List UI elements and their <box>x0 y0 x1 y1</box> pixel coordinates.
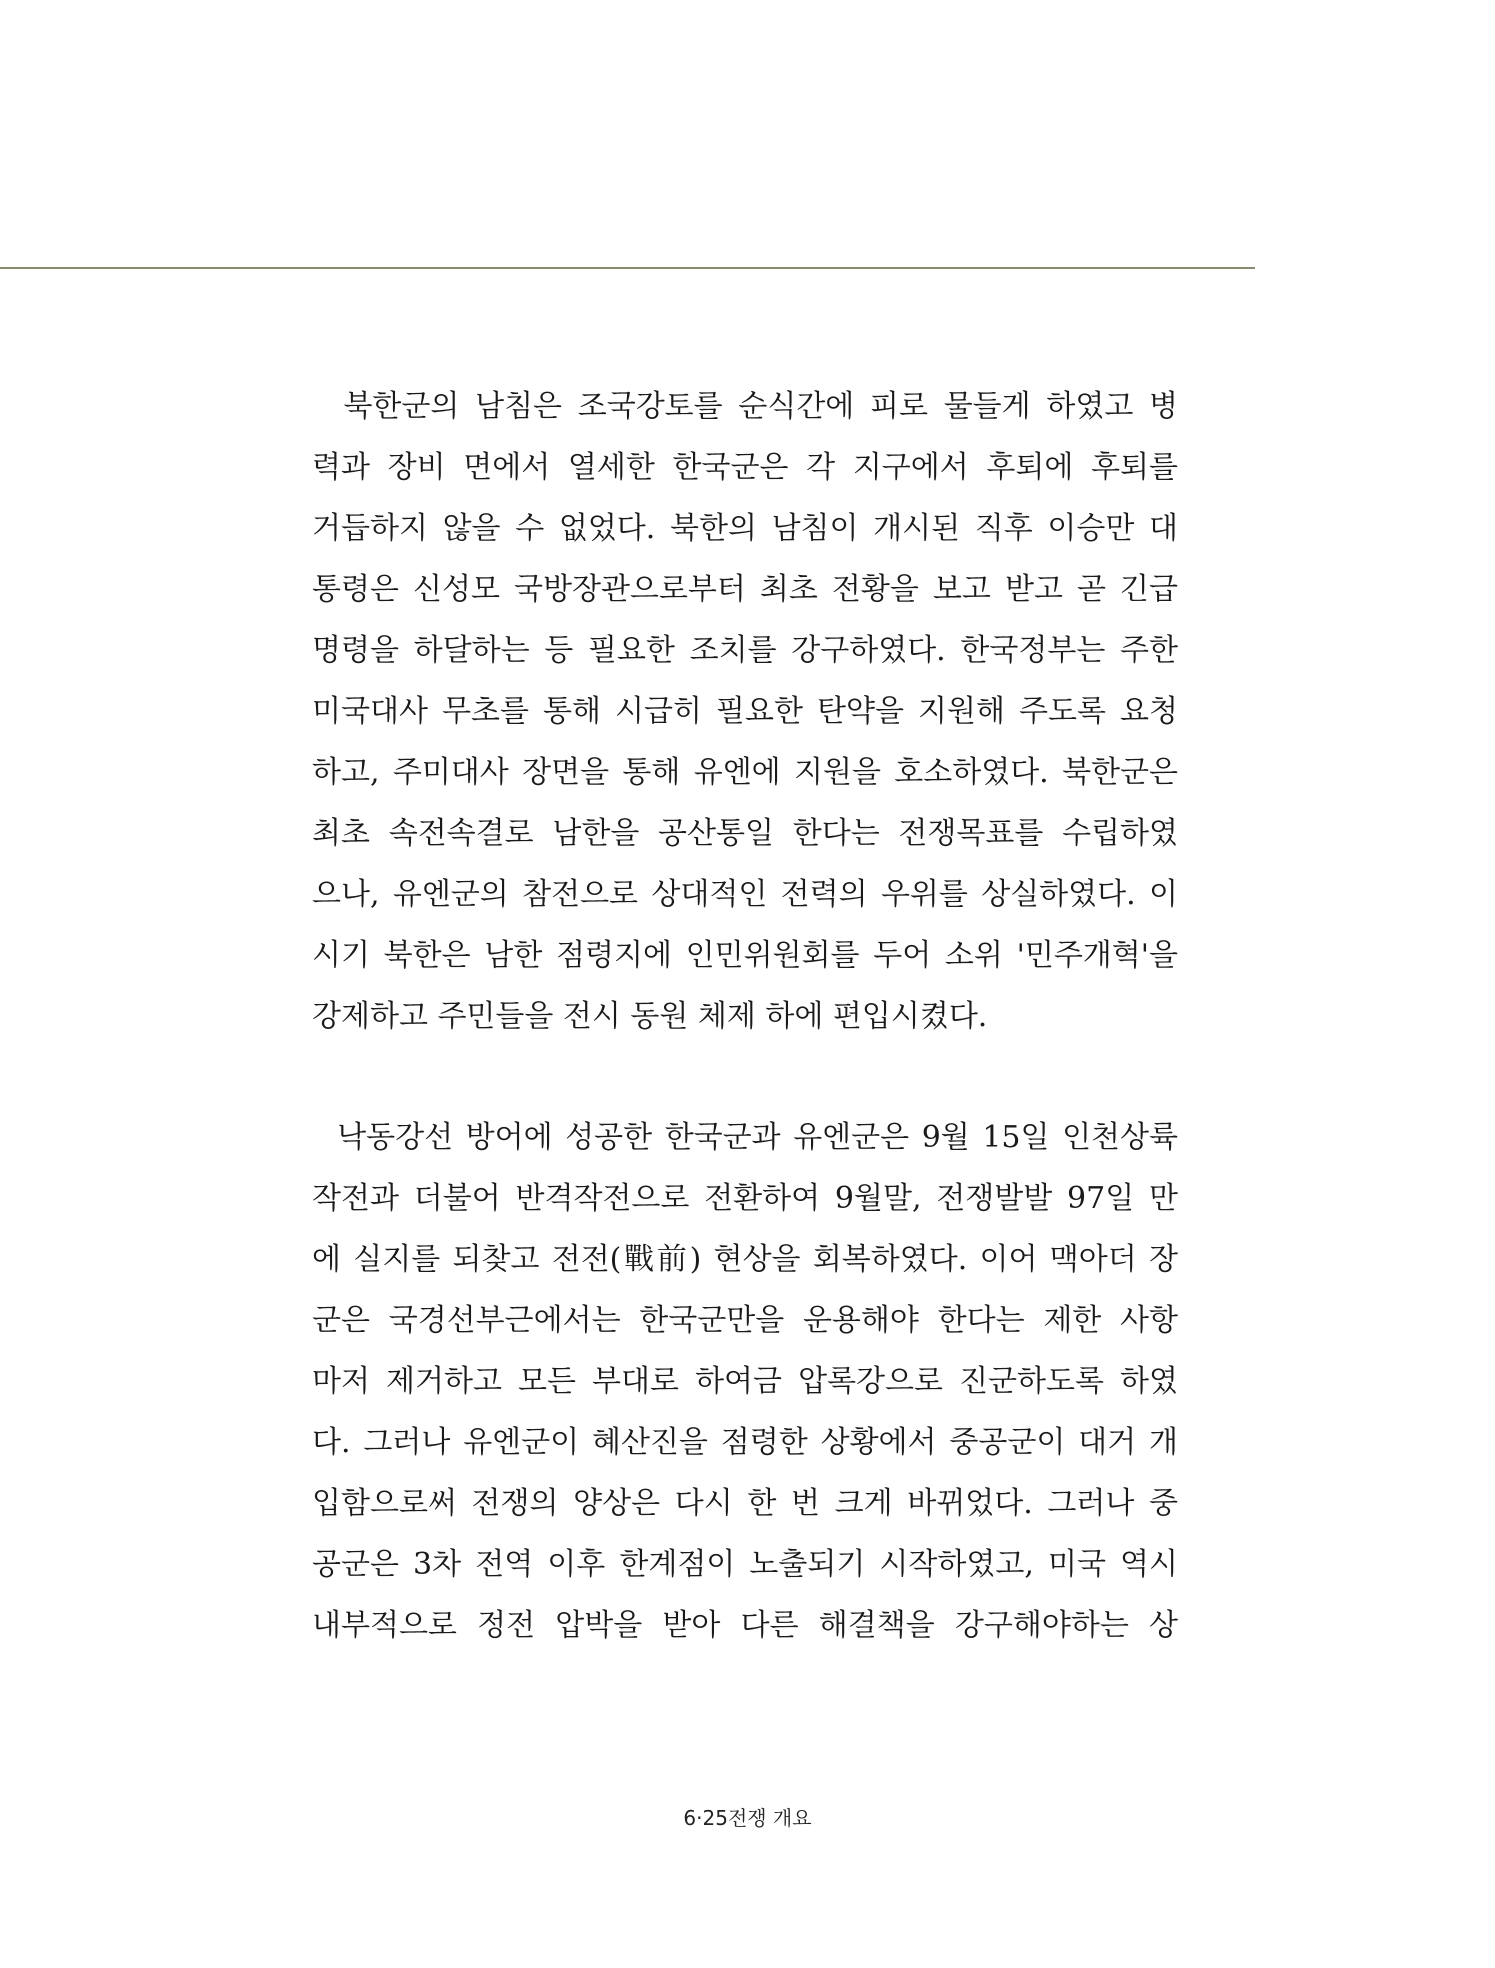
text-line: 하고, 주미대사 장면을 통해 유엔에 지원을 호소하였다. 북한군은 <box>312 755 1178 790</box>
text-line: 으나, 유엔군의 참전으로 상대적인 전력의 우위를 상실하였다. 이 <box>312 877 1178 912</box>
text-line: 북한군의 남침은 조국강토를 순식간에 피로 물들게 하였고 병 <box>312 389 1178 424</box>
text-line: 공군은 3차 전역 이후 한계점이 노출되기 시작하였고, 미국 역시 <box>312 1547 1178 1582</box>
text-line: 마저 제거하고 모든 부대로 하여금 압록강으로 진군하도록 하였 <box>312 1364 1178 1399</box>
text-line: 력과 장비 면에서 열세한 한국군은 각 지구에서 후퇴에 후퇴를 <box>312 450 1178 485</box>
text-line: 시기 북한은 남한 점령지에 인민위원회를 두어 소위 '민주개혁'을 <box>312 938 1178 973</box>
text-line: 최초 속전속결로 남한을 공산통일 한다는 전쟁목표를 수립하였 <box>312 816 1178 851</box>
text-line: 작전과 더불어 반격작전으로 전환하여 9월말, 전쟁발발 97일 만 <box>312 1181 1178 1216</box>
text-line: 통령은 신성모 국방장관으로부터 최초 전황을 보고 받고 곧 긴급 <box>312 572 1178 607</box>
text-line: 입함으로써 전쟁의 양상은 다시 한 번 크게 바뀌었다. 그러나 중 <box>312 1486 1178 1521</box>
text-line: 낙동강선 방어에 성공한 한국군과 유엔군은 9월 15일 인천상륙 <box>312 1120 1178 1155</box>
text-line: 명령을 하달하는 등 필요한 조치를 강구하였다. 한국정부는 주한 <box>312 633 1178 668</box>
text-line: 내부적으로 정전 압박을 받아 다른 해결책을 강구해야하는 상 <box>312 1608 1178 1643</box>
text-line: 에 실지를 되찾고 전전(戰前) 현상을 회복하였다. 이어 맥아더 장 <box>312 1242 1178 1277</box>
page-footer: 6·25전쟁 개요 <box>683 1806 812 1830</box>
text-line: 강제하고 주민들을 전시 동원 체제 하에 편입시켰다. <box>312 999 988 1034</box>
header-divider <box>0 267 1255 269</box>
text-line: 거듭하지 않을 수 없었다. 북한의 남침이 개시된 직후 이승만 대 <box>312 511 1178 546</box>
text-line: 미국대사 무초를 통해 시급히 필요한 탄약을 지원해 주도록 요청 <box>312 694 1178 729</box>
body-text <box>312 376 1178 1656</box>
text-line: 다. 그러나 유엔군이 혜산진을 점령한 상황에서 중공군이 대거 개 <box>312 1425 1178 1460</box>
text-line: 군은 국경선부근에서는 한국군만을 운용해야 한다는 제한 사항 <box>312 1303 1178 1338</box>
paragraph-1 <box>312 376 1178 1047</box>
paragraph-2 <box>312 1107 1178 1656</box>
